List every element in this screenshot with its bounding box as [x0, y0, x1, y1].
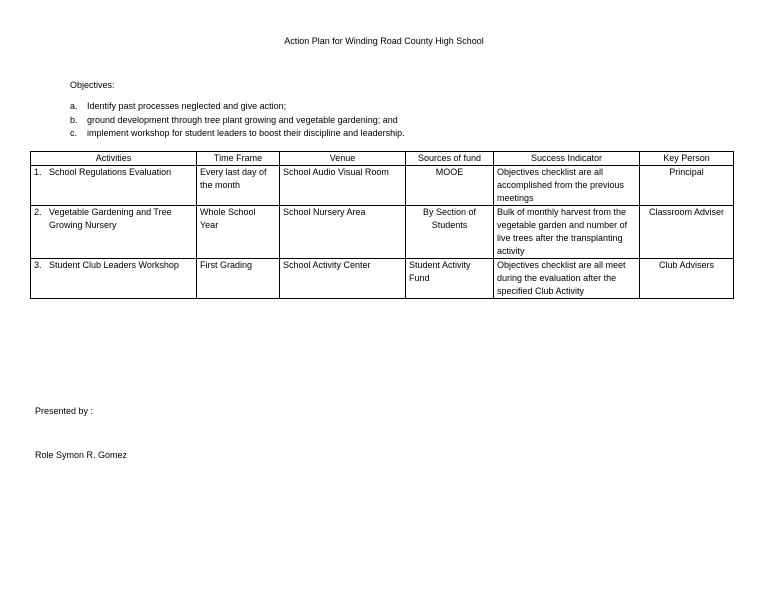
- header-venue: Venue: [280, 152, 406, 166]
- cell-time-frame: First Grading: [197, 259, 280, 299]
- objective-item: [70, 114, 405, 128]
- cell-fund: By Section of Students: [406, 206, 494, 259]
- objective-text: implement workshop for student leaders to boost their discipline and leadership.: [87, 128, 405, 138]
- table-row: [31, 166, 734, 206]
- cell-time-frame: Whole School Year: [197, 206, 280, 259]
- objective-letter: c.: [70, 128, 78, 138]
- presenter-name: Role Symon R. Gomez: [35, 450, 128, 460]
- header-success-indicator: Success Indicator: [494, 152, 640, 166]
- objective-item: [70, 100, 405, 114]
- header-time-frame: Time Frame: [197, 152, 280, 166]
- cell-key-person: Club Advisers: [640, 259, 734, 299]
- cell-indicator: Objectives checklist are all accomplished from the previous meetings: [494, 166, 640, 206]
- header-key-person: Key Person: [640, 152, 734, 166]
- document-title: Action Plan for Winding Road County High School: [284, 36, 484, 46]
- activity-text: School Regulations Evaluation: [49, 167, 172, 177]
- cell-time-frame: Every last day of the month: [197, 166, 280, 206]
- objectives-list: [70, 100, 405, 141]
- cell-activity: [31, 166, 197, 206]
- cell-key-person: Classroom Adviser: [640, 206, 734, 259]
- activity-text: Student Club Leaders Workshop: [49, 260, 179, 270]
- cell-venue: School Nursery Area: [280, 206, 406, 259]
- activity-text: Vegetable Gardening and Tree Growing Nursery: [49, 207, 172, 230]
- row-number: 3.: [34, 260, 42, 270]
- objective-letter: a.: [70, 101, 78, 111]
- action-plan-table: [30, 151, 734, 299]
- row-number: 1.: [34, 167, 42, 177]
- cell-activity: [31, 206, 197, 259]
- objective-text: Identify past processes neglected and give action;: [87, 101, 287, 111]
- table-row: [31, 206, 734, 259]
- table-row: [31, 259, 734, 299]
- cell-indicator: Objectives checklist are all meet during the evaluation after the specified Club Activity: [494, 259, 640, 299]
- row-number: 2.: [34, 207, 42, 217]
- cell-activity: [31, 259, 197, 299]
- objective-item: [70, 127, 405, 141]
- header-activities: Activities: [31, 152, 197, 166]
- cell-venue: School Audio Visual Room: [280, 166, 406, 206]
- header-sources-of-fund: Sources of fund: [406, 152, 494, 166]
- cell-indicator: Bulk of monthly harvest from the vegetable garden and number of live trees after the transplanting activity: [494, 206, 640, 259]
- table-header-row: [31, 152, 734, 166]
- objectives-label: Objectives:: [70, 80, 115, 90]
- cell-key-person: Principal: [640, 166, 734, 206]
- objective-letter: b.: [70, 114, 78, 125]
- cell-fund: Student Activity Fund: [406, 259, 494, 299]
- presented-by-label: Presented by :: [35, 406, 94, 416]
- cell-fund: MOOE: [406, 166, 494, 206]
- objective-text: ground development through tree plant growing and vegetable gardening; and: [87, 114, 398, 125]
- cell-venue: School Activity Center: [280, 259, 406, 299]
